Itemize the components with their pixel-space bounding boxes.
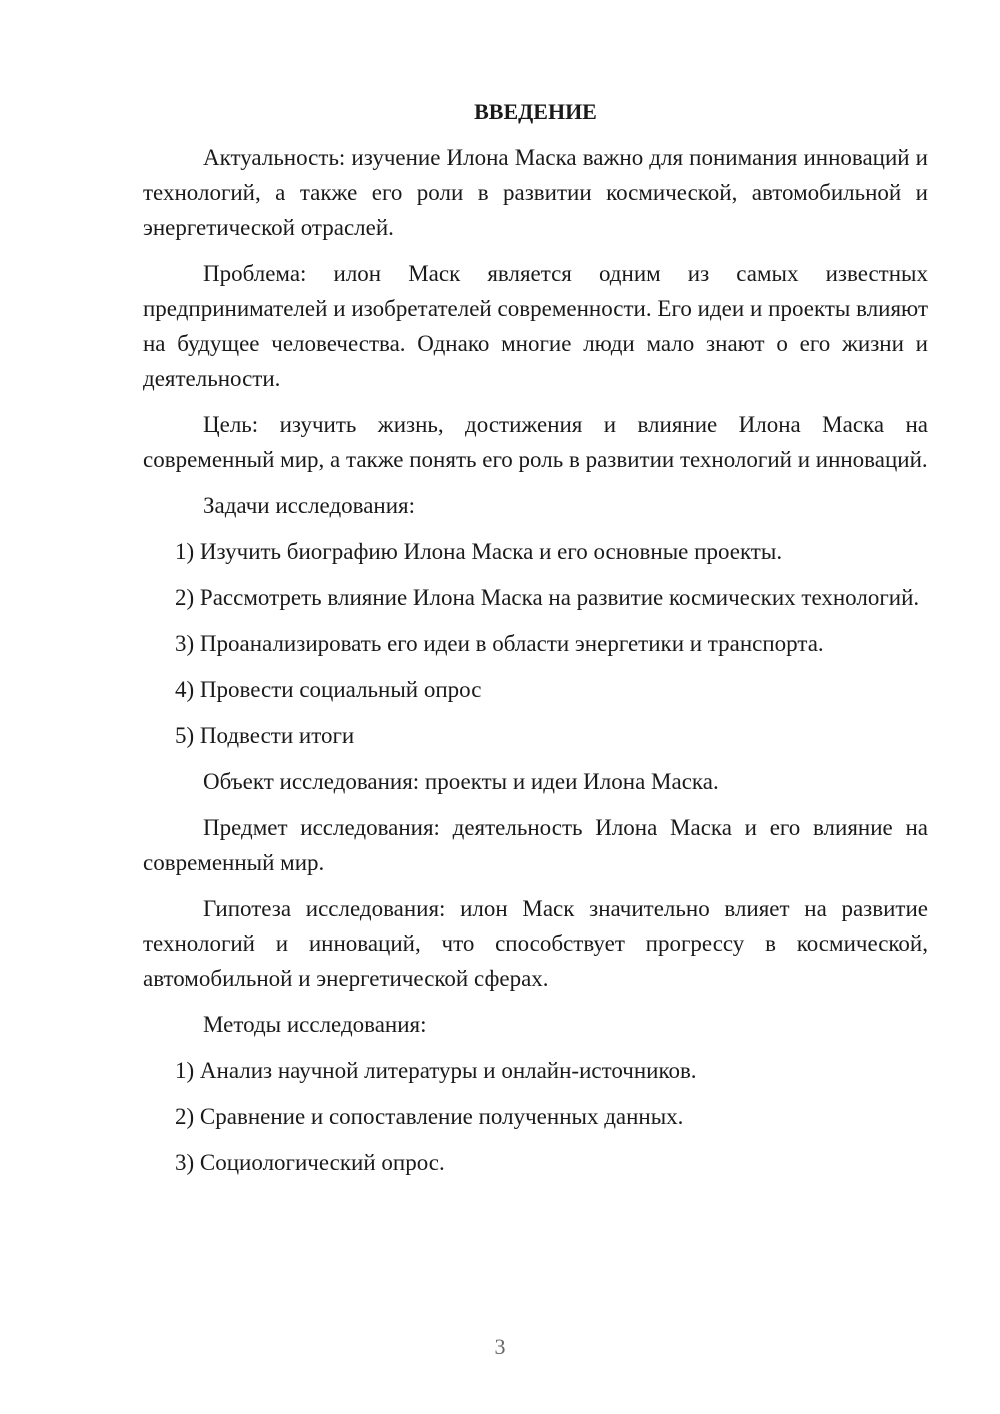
task-item-1: 1) Изучить биографию Илона Маска и его основные проекты. bbox=[175, 539, 783, 564]
task-item-4: 4) Провести социальный опрос bbox=[175, 677, 482, 702]
paragraph-goal: Цель: изучить жизнь, достижения и влияние Илона Маска на современный мир, а также понять его роль в развитии технологий и инноваций. bbox=[143, 412, 928, 472]
task-item-2: 2) Рассмотреть влияние Илона Маска на развитие космических технологий. bbox=[175, 585, 920, 610]
task-item-5: 5) Подвести итоги bbox=[175, 723, 355, 748]
paragraph-relevance: Актуальность: изучение Илона Маска важно для понимания инноваций и технологий, а также его роли в развитии космической, автомобильной и энергетической отраслей. bbox=[143, 145, 928, 240]
method-item-3: 3) Социологический опрос. bbox=[175, 1150, 445, 1175]
paragraph-tasks-heading: Задачи исследования: bbox=[203, 493, 416, 518]
paragraph-problem: Проблема: илон Маск является одним из самых известных предпринимателей и изобретателей современности. Его идеи и проекты влияют на будущее человечества. Однако многие люди мало знают о его жизни и деятельности. bbox=[143, 261, 928, 391]
paragraph-subject: Предмет исследования: деятельность Илона Маска и его влияние на современный мир. bbox=[143, 815, 928, 875]
section-title: ВВЕДЕНИЕ bbox=[474, 99, 597, 124]
task-item-3: 3) Проанализировать его идеи в области энергетики и транспорта. bbox=[175, 631, 824, 656]
paragraph-methods-heading: Методы исследования: bbox=[203, 1012, 427, 1037]
method-item-1: 1) Анализ научной литературы и онлайн-источников. bbox=[175, 1058, 697, 1083]
page-content bbox=[143, 94, 928, 1191]
method-item-2: 2) Сравнение и сопоставление полученных данных. bbox=[175, 1104, 684, 1129]
page-number: 3 bbox=[494, 1334, 506, 1359]
paragraph-object: Объект исследования: проекты и идеи Илона Маска. bbox=[203, 769, 719, 794]
paragraph-hypothesis: Гипотеза исследования: илон Маск значительно влияет на развитие технологий и инноваций, что способствует прогрессу в космической, автомобильной и энергетической сферах. bbox=[143, 896, 928, 991]
